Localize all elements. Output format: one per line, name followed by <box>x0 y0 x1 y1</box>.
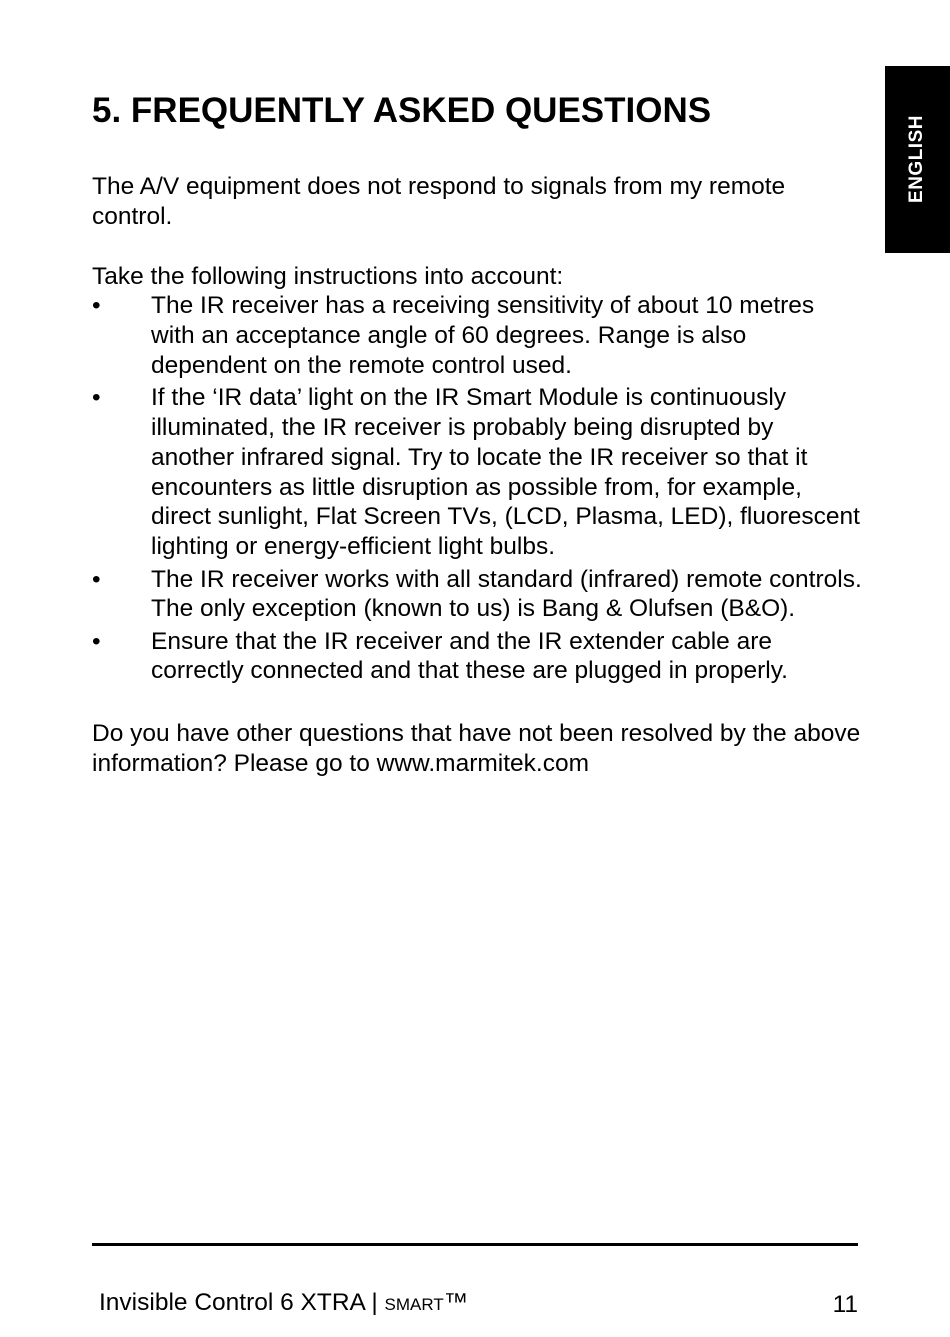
footer-divider <box>92 1243 858 1246</box>
bullet-icon: • <box>92 292 101 320</box>
closing-paragraph: Do you have other questions that have not been resolved by the above information? Please go to www.marmitek.com <box>92 719 861 777</box>
page-title: 5. FREQUENTLY ASKED QUESTIONS <box>92 91 712 130</box>
footer-product-name <box>99 1288 468 1320</box>
instruction-item <box>92 291 862 380</box>
instruction-text: The IR receiver has a receiving sensitivity of about 10 metres with an acceptance angle of 60 degrees. Range is also dependent on the remote control used. <box>151 292 815 379</box>
faq-intro: Take the following instructions into account: <box>92 262 564 290</box>
footer-trademark: ™ <box>443 1289 469 1316</box>
bullet-icon: • <box>92 565 101 593</box>
instruction-item <box>92 565 862 625</box>
footer-smart-text: SMART <box>384 1295 444 1314</box>
instruction-item <box>92 627 862 687</box>
faq-question: The A/V equipment does not respond to signals from my remote control. <box>92 173 786 230</box>
faq-content <box>92 172 862 778</box>
language-tab-label: ENGLISH <box>906 115 927 203</box>
instruction-text: The IR receiver works with all standard (infrared) remote controls. The only exception (known to us) is Bang & Olufsen (B&O). <box>151 565 862 623</box>
footer-product-text: Invisible Control 6 XTRA | <box>99 1289 385 1316</box>
instruction-list <box>92 291 862 686</box>
bullet-icon: • <box>92 384 101 412</box>
language-tab <box>885 66 950 253</box>
instruction-text: Ensure that the IR receiver and the IR extender cable are correctly connected and that these are plugged in properly. <box>151 627 788 685</box>
instruction-text: If the ‘IR data’ light on the IR Smart Module is continuously illuminated, the IR receiver is probably being disrupted by another infrared signal. Try to locate the IR receiver so that it encounters as little disruption as possible from, for example, direct sunlight, Flat Screen TVs, (LCD, Plasma, LED), fluorescent lighting or energy-efficient light bulbs. <box>151 384 860 561</box>
bullet-icon: • <box>92 627 101 655</box>
page-number: 11 <box>832 1291 858 1318</box>
instruction-item <box>92 383 862 562</box>
